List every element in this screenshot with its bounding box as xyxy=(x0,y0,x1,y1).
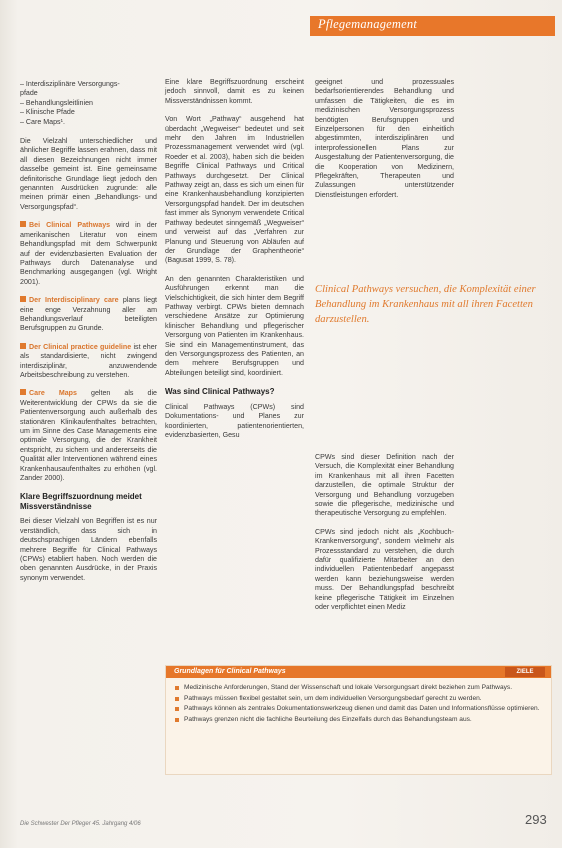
info-box-item: Medizinische Anforderungen, Stand der Wissenschaft und lokale Versorgungsart direkt beziehen zum Pathways. xyxy=(174,684,543,693)
body-paragraph: geeignet und prozessuales bedarfsorientierendes Behandlung und umfassen die Tätigkeiten, die es im medizinischen Versorgungsprozess benötigten Berufsgruppen und Einzelpersonen für den einheitlich abgestimmten, interdisziplinären und interprofessionellen Plans zur Ausgestaltung der Patientenversorgung, die die Kooperation von Medizinern, Pflegekräften, Therapeuten und Zulassungen unterstützender Dienstleistungen erfordert. xyxy=(315,78,454,199)
info-box-item: Pathways können als zentrales Dokumentationswerkzeug dienen und damit das Daten und Informationsflüsse optimieren. xyxy=(174,705,543,714)
column-left xyxy=(20,80,157,592)
term-list-item: – Klinische Pfade xyxy=(20,108,75,117)
bullet-paragraph xyxy=(20,296,157,334)
term-list-item: – Care Maps¹. xyxy=(20,117,65,126)
info-box xyxy=(165,665,552,775)
body-paragraph: Bei dieser Vielzahl von Begriffen ist es nur verständlich, dass sich in deutschsprachigen Ländern ebenfalls mehrere Begriffe für Clinical Pathways (CPWs) etabliert haben. Noch werden die oben genannten Ausdrücke, in der Praxis synonym verwendet. xyxy=(20,517,157,582)
section-header-title: Pflegemanagement xyxy=(318,17,418,31)
orange-square-bullet-icon xyxy=(20,343,26,349)
bullet-term: Care Maps xyxy=(29,389,77,398)
info-box-header xyxy=(166,666,551,678)
term-list-item: – Interdisziplinäre Versorgungs- xyxy=(20,80,120,88)
info-box-item: Pathways müssen flexibel gestaltet sein, um dem individuellen Versorgungsbedarf gerecht zu werden. xyxy=(174,695,543,704)
body-paragraph: Clinical Pathways (CPWs) sind Dokumentations- und Planes zur koordinierten, patientenorientierten, evidenzbasierten, Gesu xyxy=(165,402,304,439)
info-box-item: Pathways grenzen nicht die fachliche Beurteilung des Einzelfalls durch das Behandlungsteam aus. xyxy=(174,716,543,725)
term-list-item: – Behandlungsleitlinien xyxy=(20,98,93,107)
bullet-paragraph xyxy=(20,389,157,483)
bullet-text: plans liegt eine enge Verzahnung aller am Behandlungsverlauf beteiligten Berufsgruppen zu Grunde. xyxy=(20,296,157,333)
orange-square-bullet-icon xyxy=(20,221,26,227)
subheading: Was sind Clinical Pathways? xyxy=(165,387,275,397)
bullet-paragraph xyxy=(20,221,157,287)
orange-square-bullet-icon xyxy=(20,296,26,302)
column-right-top xyxy=(315,78,454,209)
orange-square-bullet-icon xyxy=(20,389,26,395)
footer-publication: Die Schwester Der Pfleger 45. Jahrgang 4/06 xyxy=(20,821,141,827)
bullet-term: Bei Clinical Pathways xyxy=(29,221,111,230)
column-middle xyxy=(165,78,304,449)
subheading: Klare Begriffszuordnung meidet Missverständnisse xyxy=(20,492,142,511)
bullet-term: Der Clinical practice guideline xyxy=(29,342,132,351)
info-box-title: Grundlagen für Clinical Pathways xyxy=(174,668,286,675)
bullet-text: ist eher als standardisierte, nicht zwingend interdisziplinär, anzuwendende Arbeitsbeschreibung zu verstehen. xyxy=(20,342,157,379)
body-paragraph: Die Vielzahl unterschiedlicher und ähnlicher Begriffe lassen erahnen, dass mit all diesen Bezeichnungen nicht immer dasselbe gemeint ist. Eine gemeinsame definitorische Grundlage liegt jedoch den genannten Ausdrücken zugrunde: alle meinen primär einen „Behandlungs- und Versorgungspfad“. xyxy=(20,137,157,211)
body-paragraph: An den genannten Charakteristiken und Ausführungen erkennt man die Vielschichtigkeit, die sich hinter dem Begriff Pathway verbirgt. CPWs bieten demnach verschiedene Ansätze zur Optimierung klinischer Behandlung und pflegerischer Versorgung von Patienten im Krankenhaus. Sie sind ein Managementinstrument, das den Versorgungsprozess des Patienten, an dem mehrere Berufsgruppen und Abteilungen beteiligt sind, koordiniert. xyxy=(165,274,304,377)
info-box-list xyxy=(174,684,543,724)
term-list-item: pfade xyxy=(20,89,38,98)
body-paragraph: Von Wort „Pathway“ ausgehend hat überdacht „Wegweiser“ bedeutet und seit mehr den Jahren im Industriellen Prozessmanagement verwendet wird (vgl. Roeder et al. 2003), haben sich die beiden Begriffe Clinical Pathways und Critical Pathways durchgesetzt. Der Clinical Pathway zeigt an, dass es sich um einen für eine Krankenhausbehandlung konzipierten Versorgungspfad handelt. Der im deutschen fast immer als Synonym verwendete Critical Pathway bedeutet sinngemäß „Wegweiser“ und verweist auf das „Verfahren zur Planung und Steuerung von Abläufen auf der Grundlage der Graphentheorie“ (Bagusat 1999, S. 78). xyxy=(165,115,304,265)
term-list xyxy=(20,80,157,127)
pull-quote: Clinical Pathways versuchen, die Komplexität einer Behandlung im Krankenhaus mit all ihren Facetten darzustellen. xyxy=(315,284,536,325)
bullet-term: Der Interdisciplinary care xyxy=(29,296,119,305)
column-right-bottom xyxy=(315,453,454,622)
body-paragraph: Eine klare Begriffszuordnung erscheint jedoch sinnvoll, damit es zu keinen Missverständnissen kommt. xyxy=(165,78,304,105)
bullet-paragraph xyxy=(20,343,157,381)
bullet-text: gelten als die Weiterentwicklung der CPWs da sie die Patientenversorgung auch außerhalb des stationären Klinikaufenthaltes betrachten, um im Sinne des Case Managements eine optimale Versorgung, die der Krankheit entspricht, zu sichern und andererseits die Qualität aller Interventionen während eines Krankenhausaufenthaltes zu erhöhen (vgl. Zander 2000). xyxy=(20,389,157,483)
bullet-text: wird in der amerikanischen Literatur von einem Behandlungspfad mit dem Schwerpunkt auf der evidenzbasierten Evaluation der Pathways durch Datenanalyse und Benchmarking ausgegangen (vgl. Wright 2001). xyxy=(20,221,158,286)
body-paragraph: CPWs sind jedoch nicht als „Kochbuch-Krankenversorgung“, sondern vielmehr als Prozessstandard zu verstehen, die durch dafür qualifizierte Mitarbeiter an den individuellen Patientenbedarf angepasst werden kann beziehungsweise werden muss. Der Behandlungspfad beschreibt keine pflegerische Tätigkeit im Einzelnen oder verpflichtet einen Mediz xyxy=(315,527,454,612)
page-number: 293 xyxy=(525,812,547,827)
body-paragraph: CPWs sind dieser Definition nach der Versuch, die Komplexität einer Behandlung im Krankenhaus mit all ihren Facetten darzustellen, die optimale Struktur der Versorgung und Behandlung vorzugeben sowie die pflegerische, medizinische und therapeutische Versorgung zu empfehlen. xyxy=(315,453,454,518)
info-box-tag: ZIELE xyxy=(505,667,545,677)
